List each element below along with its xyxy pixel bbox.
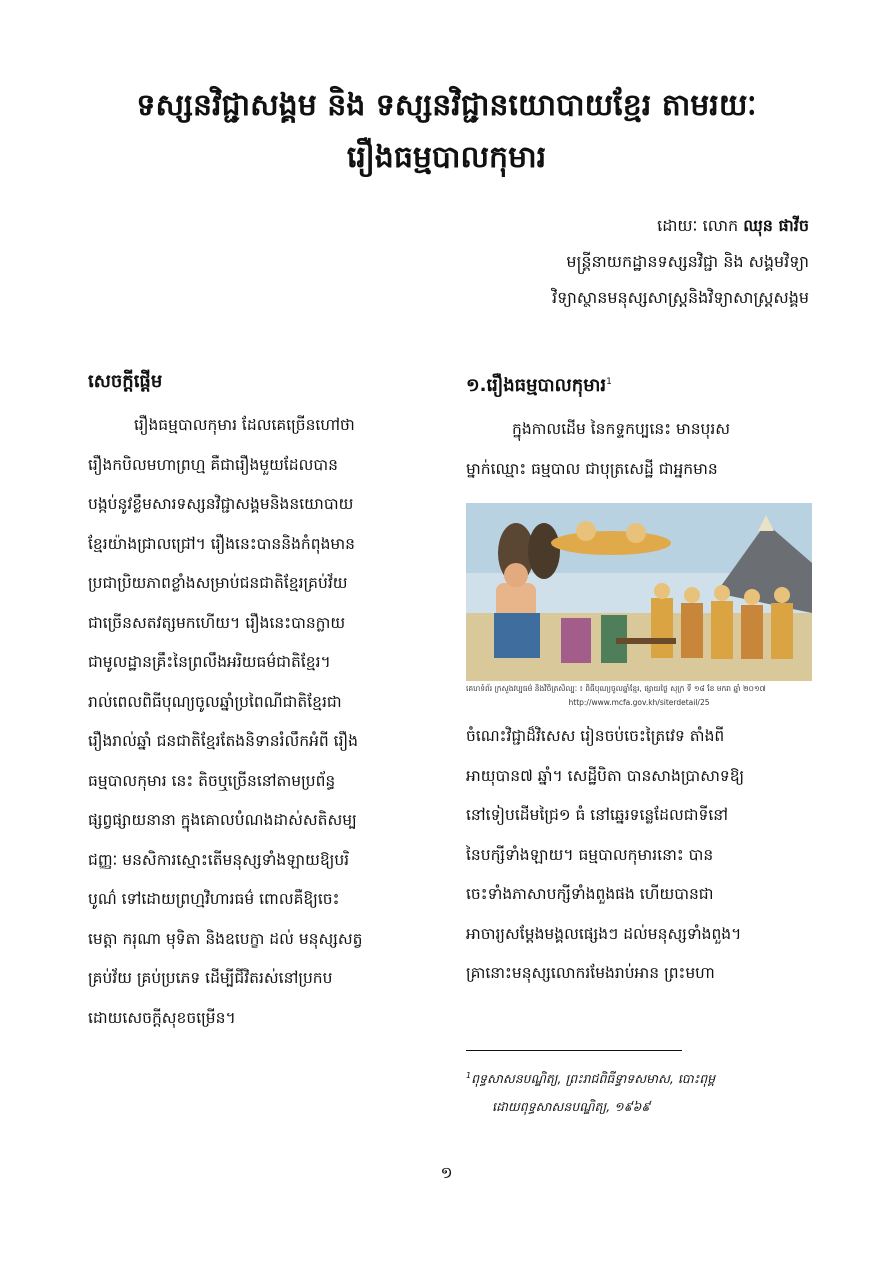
author-name: ឈុន ផាវីច [743, 216, 809, 235]
figure-url[interactable]: http://www.mcfa.gov.kh/siterdetail/25 [568, 698, 710, 707]
text-line: ធម្មបាលកុមារ នេះ តិចឬច្រើននៅតាមប្រព័ន្ធ [88, 771, 336, 790]
text-line: រាល់ពេលពិធីបុណ្យចូលឆ្នាំប្រពៃណីជាតិខ្មែរជា [88, 692, 342, 711]
story-paragraph-bottom [466, 717, 816, 994]
story-illustration [466, 503, 812, 709]
footnote-text-1: ពុទ្ធសាសនបណ្ឌិត្យ, ព្រះរាជពិធីទ្វាទសមាស, បោះពុម្ព [471, 1071, 716, 1087]
figure-caption: គេហទំព័រ ក្រសួងវប្បធម៌ និងវិចិត្រសិល្បៈ ៖ ពិធីបុណ្យចូលឆ្នាំខ្មែរ, ផ្សាយថ្ងៃ សុក្រ ទី ១៨ ខែ មករា ឆ្នាំ ២០១៧ [466, 684, 766, 693]
text-line: ចេះទាំងភាសាបក្សីទាំងពួងផង ហើយបានជា [466, 885, 714, 903]
footnote-mark: 1 [466, 1071, 472, 1080]
story-heading [466, 362, 816, 406]
byline-author-row [552, 208, 809, 244]
text-line: គ្រានោះមនុស្សលោករមែងរាប់អាន ព្រះមហា [466, 964, 715, 982]
text-line: ជញ្ញៈ មនសិការស្មោះតើមនុស្សទាំងឡាយឱ្យបរិ [88, 850, 350, 869]
text-line: គ្រប់វ័យ គ្រប់ប្រភេទ ដើម្បីជីវិតរស់នៅប្រកប [88, 969, 333, 987]
text-line: បង្កប់នូវខ្លឹមសារទស្សនវិជ្ជាសង្គមនិងនយោបាយ [88, 495, 354, 513]
text-line: រឿងកបិលមហាព្រហ្ម គឺជារឿងមួយដែលបាន [88, 455, 338, 474]
text-line: ប្រជាប្រិយភាពខ្លាំងសម្រាប់ជនជាតិខ្មែរគ្រប់វ័យ [88, 574, 348, 592]
page-title [60, 80, 833, 184]
text-line: មេត្តា ករុណា មុទិតា និងឧបេក្ខា ដល់ មនុស្សសត្វ [88, 929, 363, 948]
intro-paragraph [88, 406, 438, 1038]
text-line: បូណ៌ ទៅដោយព្រហ្មវិហារធម៌ ពោលគឺឱ្យចេះ [88, 890, 340, 908]
illustration-painting [466, 503, 812, 681]
text-line: ជាច្រើនសតវត្សមកហើយ។ រឿងនេះបានក្លាយ [88, 613, 346, 632]
text-line: រឿងធម្មបាលកុមារ ដែលគេច្រើនហៅថា [134, 416, 355, 434]
text-line: នៃបក្សីទាំងឡាយ។ ធម្មបាលកុមារនោះ បាន [466, 845, 714, 864]
title-line-2: រឿងធម្មបាលកុមារ [346, 140, 547, 175]
text-line: អាចារ្យសម្តែងមង្គលផ្សេងៗ ដល់មនុស្សទាំងពួង។ [466, 924, 742, 943]
text-line: ខ្មែរយ៉ាងជ្រាលជ្រៅ។ រឿងនេះបាននិងកំពុងមាន [88, 534, 356, 553]
story-paragraph-top [466, 410, 816, 489]
text-line: ក្នុងកាលដើម នៃកទ្ទកប្បនេះ មានបុរស [512, 420, 731, 438]
text-line: ជាមូលដ្ឋានគ្រឹះនៃព្រលឹងអរិយធម៌ជាតិខ្មែរ។ [88, 653, 331, 671]
text-line: រឿងរាល់ឆ្នាំ ជនជាតិខ្មែរតែងនិទានរំលឹកអំពី រឿង [88, 732, 358, 750]
text-line: អាយុបាន៧ ឆ្នាំ។ សេដ្ឋីបិតា បានសាងប្រាសាទឱ្យ [466, 766, 745, 785]
footnote-line-2: ដោយពុទ្ធសាសនបណ្ឌិត្យ, ១៩៦៩ [492, 1099, 651, 1115]
right-column [466, 362, 816, 994]
footnote-ref[interactable]: 1 [606, 377, 612, 387]
text-line: ម្នាក់ឈ្មោះ ធម្មបាល ជាបុត្រសេដ្ឋី ជាអ្នកមាន [466, 459, 718, 478]
text-line: ចំណេះវិជ្ជាដ៏វិសេស រៀនចប់ចេះត្រៃវេទ តាំងពី [466, 727, 725, 745]
intro-heading: សេចក្តីផ្តើម [88, 371, 163, 392]
footnote-line-1 [466, 1062, 816, 1093]
text-line: នៅទៀបដើមជ្រៃ១ ធំ នៅឆ្នេរទន្លេដែលជាទីនៅ [466, 806, 729, 824]
byline [552, 208, 809, 316]
story-heading-text: ១.រឿងធម្មបាលកុមារ [466, 375, 607, 396]
text-line: ផ្សព្វផ្សាយនានា ក្នុងគោលបំណងដាស់សតិសម្ប [88, 811, 357, 829]
by-label: ដោយៈ លោក [657, 216, 739, 235]
title-line-1: ទស្សនវិជ្ជាសង្គម និង ទស្សនវិជ្ជានយោបាយខ្មែរ តាមរយៈ [136, 88, 757, 123]
author-institute: វិទ្យាស្ថានមនុស្សសាស្ត្រនិងវិទ្យាសាស្ត្រសង្គម [552, 288, 809, 307]
footnote [466, 1062, 816, 1121]
footnote-divider [466, 1050, 682, 1051]
author-role: មន្ត្រីនាយកដ្ឋានទស្សនវិជ្ជា និង សង្គមវិទ្យា [566, 252, 809, 271]
page-number: ១ [440, 1163, 453, 1182]
text-line: ដោយសេចក្តីសុខចម្រើន។ [88, 1008, 236, 1027]
left-column [88, 362, 438, 1038]
